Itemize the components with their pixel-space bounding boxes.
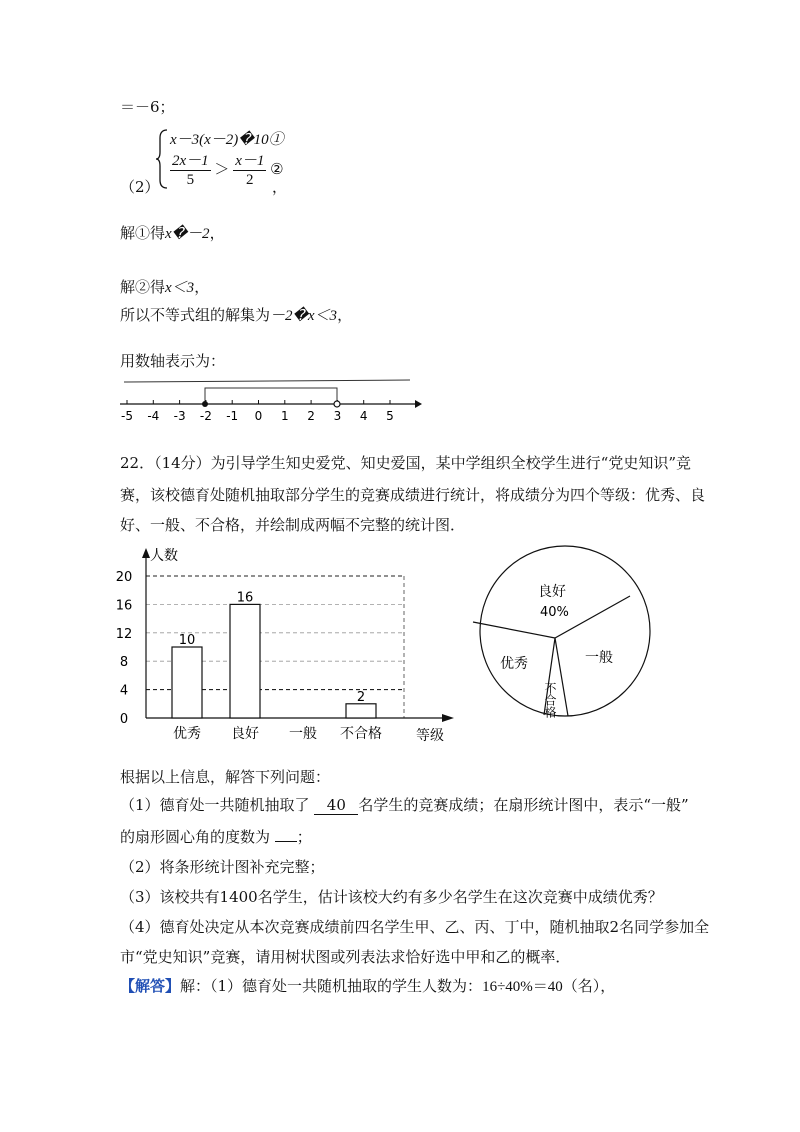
q22-part-4: （4）德育处决定从本次竞赛成绩前四名学生甲、乙、丙、丁中，随机抽取2名同学参加全	[120, 918, 710, 936]
pie-chart	[470, 540, 660, 724]
bar-value-label: 2	[356, 689, 366, 705]
bar-category-label: 优秀	[173, 726, 201, 742]
bar-category-label: 良好	[231, 726, 259, 742]
number-line-tick-label: -1	[226, 409, 239, 423]
number-line-tick-label: 1	[280, 409, 289, 423]
number-line	[110, 370, 430, 426]
frac1-num: 2x－1	[172, 153, 209, 169]
solid-point	[202, 401, 208, 407]
bar-chart-ylabel: 人数	[150, 548, 178, 564]
number-line-upper-ray	[124, 380, 410, 382]
q22-line-2: 赛，该校德育处随机抽取部分学生的竞赛成绩进行统计，将成绩分为四个等级：优秀、良	[120, 486, 706, 504]
q22-solution: 【解答】解：（1）德育处一共随机抽取的学生人数为：16÷40%＝40（名），	[120, 977, 616, 995]
pie-label-excellent: 优秀	[500, 656, 528, 672]
circle-2: ②	[270, 161, 284, 178]
y-axis-arrow	[142, 548, 150, 558]
number-line-tick-label: -4	[147, 409, 160, 423]
bar	[230, 604, 260, 718]
answer-blank-count: 40	[314, 796, 358, 815]
bar	[346, 704, 376, 718]
number-line-tick-label: -3	[173, 409, 186, 423]
number-line-tick-label: 2	[307, 409, 315, 423]
q22-line-3: 好、一般、不合格，并绘制成两幅不完整的统计图．	[120, 516, 466, 534]
bar-chart-ytick-label: 0	[119, 712, 129, 727]
part-label: （2）	[120, 178, 160, 196]
bar-category-label: 一般	[289, 726, 317, 742]
solution-line-3: 所以不等式组的解集为－2�x＜3，	[120, 306, 353, 324]
q22-part-1-cont: 的扇形圆心角的度数为 ；	[120, 828, 312, 846]
system-line-1: x－3(x－2)�10①	[170, 132, 284, 148]
system-line-2	[170, 152, 284, 189]
number-line-arrow	[415, 400, 422, 408]
bar-chart-ytick-label: 4	[119, 683, 129, 699]
number-line-tick-label: 5	[386, 409, 394, 423]
q22-part-2: （2）将条形统计图补充完整；	[120, 858, 325, 876]
bar-category-label: 不合格	[340, 726, 382, 742]
greater-than: ＞	[214, 161, 230, 178]
bar-chart-xlabel: 等级	[416, 728, 444, 744]
number-line-tick-label: 3	[333, 409, 342, 423]
number-line-bracket	[205, 388, 337, 404]
frac2-num: x－1	[235, 153, 265, 169]
q22-intro: 根据以上信息，解答下列问题：	[120, 768, 331, 786]
frac2-den: 2	[246, 172, 254, 188]
q22-part-1: （1）德育处一共随机抽取了 40 名学生的竞赛成绩；在扇形统计图中，表示“一般”	[120, 796, 689, 814]
bar-chart-ytick-label: 8	[119, 655, 129, 671]
number-line-tick-label: 0	[254, 409, 263, 423]
number-line-tick-label: -5	[121, 409, 133, 423]
solution-tag: 【解答】	[120, 977, 181, 995]
bar-chart-ytick-label: 12	[115, 626, 133, 642]
hollow-point	[334, 401, 340, 407]
pie-outline	[480, 546, 650, 716]
system-comma: ，	[272, 178, 288, 196]
number-line-tick-label: 4	[359, 409, 368, 423]
pie-label-good: 良好	[538, 584, 566, 600]
q22-part-4-cont: 市“党史知识”竞赛，请用树状图或列表法求恰好选中甲和乙的概率．	[120, 948, 571, 966]
bar-value-label: 16	[236, 590, 254, 606]
solution-line-2: 解②得x＜3，	[120, 278, 210, 296]
pie-label-fail: 不合格	[543, 682, 557, 718]
q22-line-1: 22．（14分）为引导学生知史爱党、知史爱国，某中学组织全校学生进行“党史知识”竞	[120, 454, 692, 472]
bar-chart-ytick-label: 20	[115, 570, 133, 585]
solution-line-1: 解①得x�－2，	[120, 224, 225, 242]
bar	[172, 647, 202, 718]
bar-chart	[112, 540, 462, 750]
answer-blank-angle	[275, 841, 297, 842]
bar-chart-ytick-label: 16	[115, 598, 133, 614]
equation-line: ＝－6；	[120, 98, 175, 116]
number-line-caption: 用数轴表示为：	[120, 352, 226, 370]
system-brace	[155, 128, 169, 190]
bar-value-label: 10	[178, 633, 196, 648]
pie-percent-good: 40%	[540, 605, 569, 620]
pie-label-average: 一般	[585, 650, 613, 666]
x-axis-arrow	[442, 714, 454, 722]
number-line-tick-label: -2	[199, 409, 212, 423]
q22-part-3: （3）该校共有1400名学生，估计该校大约有多少名学生在这次竞赛中成绩优秀？	[120, 888, 663, 906]
frac1-den: 5	[186, 172, 195, 188]
